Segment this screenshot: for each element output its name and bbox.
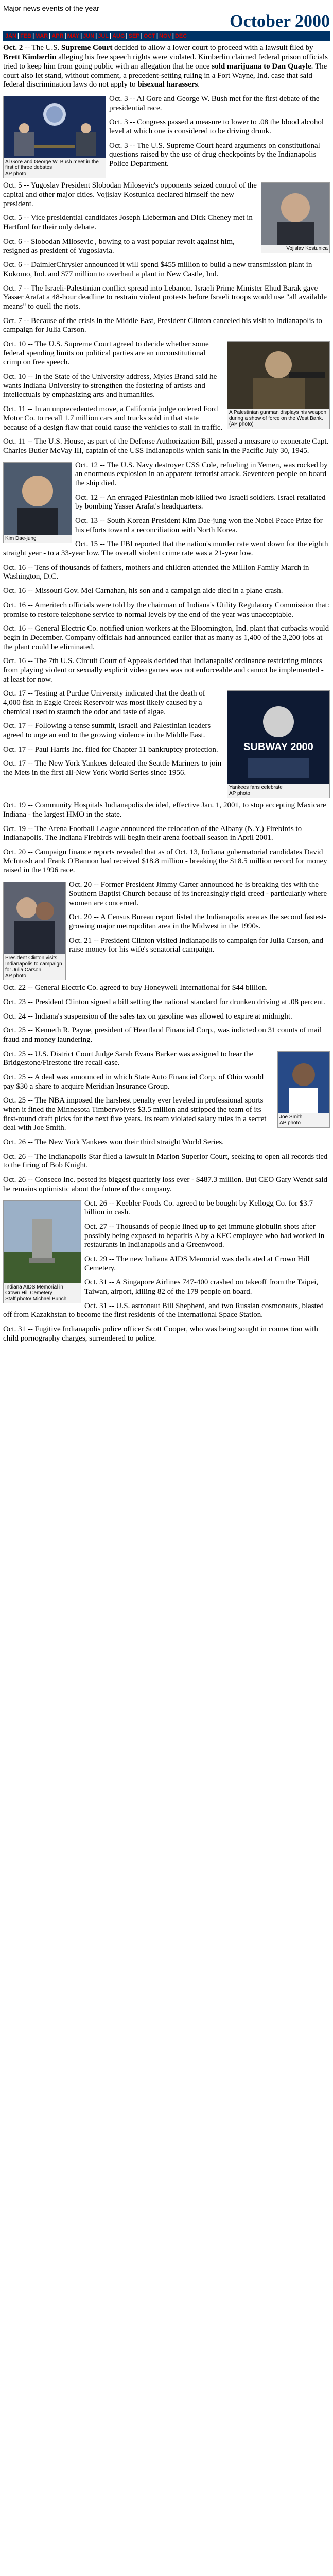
event-oct-10a: Oct. 10 -- The U.S. Supreme Court agreed to decide whether some federal spending limits on political parties are an unconstitutional crimp on free speech. (3, 340, 209, 367)
gunman-image (227, 342, 329, 409)
month-separator: | (17, 32, 20, 39)
kostunica-photo (261, 182, 330, 253)
month-separator: | (156, 32, 159, 39)
subway-image (227, 691, 329, 784)
event-oct-20a: Oct. 20 -- Campaign finance reports revealed that as of Oct. 13, Indiana gubernatorial candidates David McIntosh and Frank O'Bannon had received $18.8 million - breaking the $18.5 million record for money raised in the 1996 race. (3, 848, 327, 875)
month-nav (3, 31, 330, 41)
event-oct-6a: Oct. 6 -- Slobodan Milosevic , bowing to a vast popular revolt against him, resigned as president of Yugoslavia. (3, 237, 235, 255)
event-oct-12b: Oct. 12 -- An enraged Palestinian mob killed two Israeli soldiers. Israel retaliated by bombing Yasser Arafat's headquarters. (75, 493, 326, 511)
month-separator: | (95, 32, 97, 39)
event-oct-26b: Oct. 26 -- The Indianapolis Star filed a lawsuit in Marion Superior Court, seeking to open all records tied to the firing of Bob Knight. (3, 1152, 328, 1170)
month-separator: | (49, 32, 51, 39)
month-separator: | (126, 32, 128, 39)
kimdaejung-photo (3, 462, 72, 544)
event-oct-29: Oct. 29 -- The new Indiana AIDS Memorial was dedicated at Crown Hill Cemetery. (84, 1255, 310, 1273)
month-separator: | (110, 32, 112, 39)
event-oct-7a: Oct. 7 -- The Israeli-Palestinian conflict spread into Lebanon. Israeli Prime Minister Ehud Barak gave Yasser Arafat a 48-hour deadline to restrain violent protests before Israeli troops would use "all available means" to quell the riots. (3, 284, 327, 311)
event-oct-3a: Oct. 3 -- Al Gore and George W. Bush met for the first debate of the presidential race. (109, 94, 320, 112)
event-oct-27: Oct. 27 -- Thousands of people lined up to get immune globulin shots after possibly being exposed to hepatitis A by a KFC employee who had worked in restaurants in Indianapolis and a Greenwood. (84, 1222, 325, 1249)
event-oct-20b: Oct. 20 -- Former President Jimmy Carter announced he is breaking ties with the Southern Baptist Church because of its increasingly rigid creed - particularly where women are concerned. (69, 880, 327, 907)
kostunica-caption: Vojislav Kostunica (286, 246, 328, 252)
event-oct-15: Oct. 15 -- The FBI reported that the nation's murder rate went down for the eighth straight year - to a 33-year low. The overall violent crime rate was a 21-year low. (3, 540, 328, 558)
kimdaejung-image (4, 463, 72, 535)
event-oct-2: Oct. 2 -- The U.S. Supreme Court decided to allow a lower court to proceed with a lawsuit filed by Brett Kimberlin alleging his free speech rights were violated. Kimberlin claimed federal prison officials tried to keep him from going public with an allegation that he once sold marijuana to Dan Quayle. The court also let stand, without comment, a precedent-setting ruling in a Fort Wayne, Ind. case that said federal discrimination laws do not apply to bisexual harassers. (3, 44, 328, 89)
event-oct-3c: Oct. 3 -- The U.S. Supreme Court heard arguments on constitutional questions raised by the use of drug checkpoints by the Indianapolis Police Department. (109, 141, 320, 168)
jsmith-caption: Joe Smith AP photo (279, 1114, 303, 1126)
month-link-oct[interactable]: OCT (143, 32, 155, 39)
month-link-sep[interactable]: SEP (128, 32, 140, 39)
month-separator: | (141, 32, 143, 39)
event-oct-11b: Oct. 11 -- The U.S. House, as part of the Defense Authorization Bill, passed a measure to exonerate Capt. Charles Butler McVay III, captain of the USS Indianapolis which sank in the Pacific July 30, 1945. (3, 437, 329, 455)
event-oct-31b: Oct. 31 -- U.S. astronaut Bill Shepherd, and two Russian cosmonauts, blasted off from Kazakhstan to become the first residents of the International Space Station. (3, 1301, 324, 1319)
subway-sign-text: SUBWAY 2000 (243, 741, 313, 753)
event-oct-16b: Oct. 16 -- Missouri Gov. Mel Carnahan, his son and a campaign aide died in a plane crash. (3, 587, 283, 596)
event-oct-16d: Oct. 16 -- General Electric Co. notified union workers at the Bloomington, Ind. plant that cutbacks would begin in December. Company officials had announced earlier that as many as 1,400 of the 3,200 jobs at the plant could be eliminated. (3, 624, 329, 651)
month-link-nov[interactable]: NOV (159, 32, 171, 39)
event-oct-17b: Oct. 17 -- Following a tense summit, Israeli and Palestinian leaders agreed to urge an end to the growing violence in the Middle East. (3, 722, 211, 740)
event-oct-16c: Oct. 16 -- Ameritech officials were told by the chairman of Indiana's Utility Regulatory Commission that: promise to restore telephone service to normal levels by the end of the year was unacceptable. (3, 601, 329, 619)
gunman-photo (227, 341, 330, 429)
event-oct-21: Oct. 21 -- President Clinton visited Indianapolis to campaign for Julia Carson, and raise money for his wife's senatorial campaign. (69, 936, 324, 954)
month-separator: | (80, 32, 82, 39)
event-oct-20c: Oct. 20 -- A Census Bureau report listed the Indianapolis area as the second fastest-growing major metropolitan area in the Midwest in the 1990s. (69, 913, 327, 930)
subway-photo (227, 690, 330, 798)
month-separator: | (64, 32, 66, 39)
event-oct-16e: Oct. 16 -- The 7th U.S. Circuit Court of Appeals decided that Indianapolis' ordinance restricting minors from playing violent or sexually explicit video games was not enforceable and cannot be implemented - at least for now. (3, 657, 324, 684)
carson-image (4, 882, 65, 954)
carson-caption: President Clinton visits Indianapolis to campaign for Julia Carson. AP photo (5, 955, 62, 979)
month-link-mar[interactable]: MAR (35, 32, 48, 39)
event-oct-25d: Oct. 25 -- The NBA imposed the harshest penalty ever leveled in professional sports when it fined the Minnesota Timberwolves $3.5 million and stripped the team of its first-round draft picks for the next five years. Its team violated salary rules in a secret deal with Joe Smith. (3, 1096, 267, 1132)
month-link-apr[interactable]: APR (51, 32, 64, 39)
event-oct-12a: Oct. 12 -- The U.S. Navy destroyer USS Cole, refueling in Yemen, was rocked by an enormous explosion in an apparent terrorist attack. Seventeen people on board the ship died. (75, 461, 328, 487)
event-oct-25b: Oct. 25 -- U.S. District Court Judge Sarah Evans Barker was assigned to hear the Bridgestone/Firestone tire recall case. (3, 1049, 254, 1067)
event-oct-10b: Oct. 10 -- In the State of the University address, Myles Brand said he wants Indiana University to strengthen the fostering of artists and intellectuals by emphasizing arts and humanities. (3, 372, 217, 399)
event-oct-31c: Oct. 31 -- Fugitive Indianapolis police officer Scott Cooper, who was being sought in connection with child pornography charges, surrendered to police. (3, 1325, 318, 1343)
event-oct-17a: Oct. 17 -- Testing at Purdue University indicated that the death of 4,000 fish in Eagle Creek Reservoir was most likely caused by a chemical used to staunch the odor and taste of algae. (3, 689, 205, 716)
event-oct-24: Oct. 24 -- Indiana's suspension of the sales tax on gasoline was allowed to expire at midnight. (3, 1012, 292, 1021)
event-oct-6b: Oct. 6 -- DaimlerChrysler announced it will spend $455 million to build a new transmission plant in Kokomo, Ind. and $77 million to overhaul a plant in New Castle, Ind. (3, 261, 312, 278)
debate-photo (3, 96, 106, 179)
month-link-jan[interactable]: JAN (5, 32, 17, 39)
aids-caption: Indiana AIDS Memorial in Crown Hill Cemetery Staff photo/ Michael Bunch (5, 1284, 67, 1302)
event-oct-26a: Oct. 26 -- The New York Yankees won their third straight World Series. (3, 1138, 224, 1147)
kostunica-image (261, 183, 329, 245)
event-oct-17d: Oct. 17 -- The New York Yankees defeated the Seattle Mariners to join the Mets in the first all-New York World Series since 1956. (3, 759, 222, 777)
month-link-may[interactable]: MAY (67, 32, 80, 39)
carson-photo (3, 882, 66, 980)
month-link-jul[interactable]: JUL (98, 32, 109, 39)
gunman-caption: A Palestinian gunman displays his weapon during a show of force on the West Bank. (AP photo) (229, 410, 327, 428)
month-link-feb[interactable]: FEB (20, 32, 32, 39)
event-oct-31a: Oct. 31 -- A Singapore Airlines 747-400 crashed on takeoff from the Taipei, Taiwan, airport, killing 82 of the 179 people on board. (84, 1278, 319, 1296)
event-oct-16a: Oct. 16 -- Tens of thousands of fathers, mothers and children attended the Million Family March in Washington, D.C. (3, 563, 309, 581)
event-oct-25a: Oct. 25 -- Kenneth R. Payne, president of Heartland Financial Corp., was indicted on 31 counts of mail fraud and money laundering. (3, 1026, 322, 1044)
subway-caption: Yankees fans celebrate AP photo (229, 785, 283, 796)
aids-image (4, 1201, 81, 1283)
month-separator: | (32, 32, 34, 39)
event-oct-22: Oct. 22 -- General Electric Co. agreed to buy Honeywell International for $44 billion. (3, 984, 268, 992)
event-oct-17c: Oct. 17 -- Paul Harris Inc. filed for Chapter 11 bankruptcy protection. (3, 745, 218, 754)
event-oct-5a: Oct. 5 -- Yugoslav President Slobodan Milosevic's opponents seized control of the capital and other major cities. Vojislav Kostunica declared himself the new president. (3, 181, 257, 208)
debate-caption: Al Gore and George W. Bush meet in the first of three debates AP photo (5, 159, 99, 177)
month-link-dec[interactable]: DEC (174, 32, 187, 39)
event-oct-3b: Oct. 3 -- Congress passed a measure to lower to .08 the blood alcohol level at which one is considered to be driving drunk. (109, 118, 324, 135)
month-link-jun[interactable]: JUN (83, 32, 95, 39)
event-oct-23: Oct. 23 -- President Clinton signed a bill setting the national standard for drunken driving at .08 percent. (3, 997, 325, 1006)
event-oct-25c: Oct. 25 -- A deal was announced in which State Auto Financial Corp. of Ohio would pay $30 a share to acquire Meridian Insurance Group. (3, 1073, 264, 1091)
event-oct-5b: Oct. 5 -- Vice presidential candidates Joseph Lieberman and Dick Cheney met in Hartford for their only debate. (3, 214, 253, 232)
event-oct-19a: Oct. 19 -- Community Hospitals Indianapolis decided, effective Jan. 1, 2001, to stop accepting Maxicare Indiana - the largest HMO in the state. (3, 801, 326, 819)
month-link-aug[interactable]: AUG (112, 32, 125, 39)
event-oct-19b: Oct. 19 -- The Arena Football League announced the relocation of the Albany (N.Y.) Firebirds to Indianapolis. The Indiana Firebirds will begin their arena football season in April 2001. (3, 824, 302, 842)
page-title: October 2000 (230, 11, 330, 31)
event-oct-7b: Oct. 7 -- Because of the crisis in the Middle East, President Clinton canceled his visit to Indianapolis to campaign for Julia Carson. (3, 316, 322, 334)
kicker: Major news events of the year (3, 4, 99, 12)
jsmith-image (278, 1052, 329, 1113)
event-oct-26d: Oct. 26 -- Keebler Foods Co. agreed to be bought by Kellogg Co. for $3.7 billion in cash. (84, 1199, 313, 1217)
debate-image (4, 96, 106, 158)
event-oct-11a: Oct. 11 -- In an unprecedented move, a California judge ordered Ford Motor Co. to recall 1.7 million cars and trucks sold in that state because of a design flaw that could cause the vehicles to stall in traffic. (3, 405, 223, 432)
event-oct-26c: Oct. 26 -- Conseco Inc. posted its biggest quarterly loss ever - $487.3 million. But CEO Gary Wendt said he remains optimistic about the future of the company. (3, 1176, 328, 1193)
aids-photo (3, 1200, 81, 1304)
month-separator: | (172, 32, 174, 39)
event-oct-13: Oct. 13 -- South Korean President Kim Dae-jung won the Nobel Peace Prize for his efforts toward a reconciliation with North Korea. (75, 517, 323, 534)
jsmith-photo (277, 1051, 330, 1128)
kimdaejung-caption: Kim Dae-jung (5, 535, 37, 541)
